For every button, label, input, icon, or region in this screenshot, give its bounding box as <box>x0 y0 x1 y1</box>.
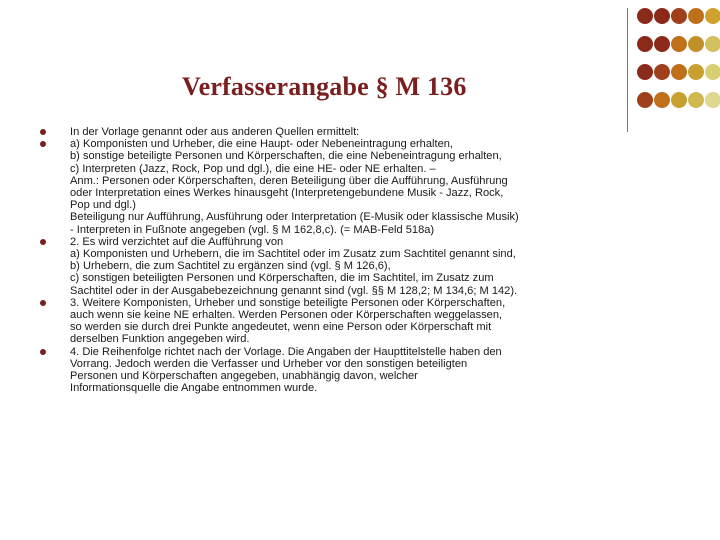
bullet-dot-icon <box>40 239 46 245</box>
bullet-line: so werden sie durch drei Punkte angedeutet, wenn eine Person oder Körperschaft mit <box>70 321 492 334</box>
decorative-dot <box>705 92 720 108</box>
decorative-dot <box>705 8 720 24</box>
decorative-dot <box>637 8 653 24</box>
bullet-line: c) sonstigen beteiligten Personen und Körperschaften, die im Sachtitel, im Zusatz zum <box>70 272 494 285</box>
bullet-line: - Interpreten in Fußnote angegeben (vgl. § M 162,8,c). (= MAB-Feld 518a) <box>70 223 435 236</box>
bullet-line: a) Komponisten und Urhebern, die im Sachtitel oder im Zusatz zum Sachtitel genannt sind, <box>70 248 516 261</box>
bullet-line: b) Urhebern, die zum Sachtitel zu ergänzen sind (vgl. § M 126,6), <box>70 260 391 273</box>
decorative-dot <box>671 64 687 80</box>
bullet-line: oder Interpretation eines Werkes hinausgeht (Interpretengebundene Musik - Jazz, Rock, <box>70 187 504 200</box>
decorative-dot <box>637 92 653 108</box>
decorative-dot <box>688 92 704 108</box>
bullet-line: In der Vorlage genannt oder aus anderen Quellen ermittelt: <box>70 126 360 138</box>
bullet-item-3 <box>40 236 690 297</box>
decorative-dot <box>688 36 704 52</box>
bullet-item-5 <box>40 346 690 395</box>
bullet-item-1 <box>40 126 690 138</box>
decorative-dot <box>637 36 653 52</box>
bullet-line: Anm.: Personen oder Körperschaften, deren Beteiligung über die Aufführung, Ausführung <box>70 174 508 187</box>
decorative-dot <box>688 8 704 24</box>
bullet-dot-icon <box>40 129 46 135</box>
bullet-dot-icon <box>40 300 46 306</box>
bullet-line: Vorrang. Jedoch werden die Verfasser und Urheber vor den sonstigen beteiligten <box>70 357 468 370</box>
bullet-line: c) Interpreten (Jazz, Rock, Pop und dgl.), die eine HE- oder NE erhalten. – <box>70 162 436 175</box>
bullet-line: derselben Funktion angegeben wird. <box>70 333 250 346</box>
decorative-dot <box>705 36 720 52</box>
bullet-item-2 <box>40 138 690 236</box>
bullet-item-4 <box>40 297 690 346</box>
bullet-line: Pop und dgl.) <box>70 199 136 212</box>
bullet-line: 3. Weitere Komponisten, Urheber und sonstige beteiligte Personen oder Körperschaften, <box>70 296 506 309</box>
bullet-line: Informationsquelle die Angabe entnommen wurde. <box>70 382 318 395</box>
decorative-dot <box>671 92 687 108</box>
decorative-dot <box>688 64 704 80</box>
decorative-dot <box>654 36 670 52</box>
decorative-dot <box>637 64 653 80</box>
decorative-dot <box>654 8 670 24</box>
slide-title: Verfasserangabe § M 136 <box>182 72 467 101</box>
decorative-dot <box>654 64 670 80</box>
bullet-line: 2. Es wird verzichtet auf die Aufführung von <box>70 235 284 248</box>
decorative-dot-grid <box>637 8 719 120</box>
decorative-dot <box>671 36 687 52</box>
bullet-dot-icon <box>40 349 46 355</box>
bullet-line: Beteiligung nur Aufführung, Ausführung oder Interpretation (E-Musik oder klassische Musik) <box>70 211 519 224</box>
decorative-dot <box>654 92 670 108</box>
decorative-dot <box>671 8 687 24</box>
vertical-divider <box>627 8 628 132</box>
bullet-dot-icon <box>40 141 46 147</box>
bullet-list <box>40 126 690 394</box>
bullet-line: auch wenn sie keine NE erhalten. Werden Personen oder Körperschaften weggelassen, <box>70 309 503 322</box>
bullet-line: b) sonstige beteiligte Personen und Körperschaften, die eine Nebeneintragung erhalten, <box>70 150 502 163</box>
bullet-line: Sachtitel oder in der Ausgabebezeichnung genannt sind (vgl. §§ M 128,2; M 134,6; M 142). <box>70 284 518 297</box>
bullet-line: 4. Die Reihenfolge richtet nach der Vorlage. Die Angaben der Haupttitelstelle haben den <box>70 345 502 358</box>
bullet-line: a) Komponisten und Urheber, die eine Haupt- oder Nebeneintragung erhalten, <box>70 138 453 151</box>
bullet-line: Personen und Körperschaften angegeben, unabhängig davon, welcher <box>70 370 418 383</box>
decorative-dot <box>705 64 720 80</box>
